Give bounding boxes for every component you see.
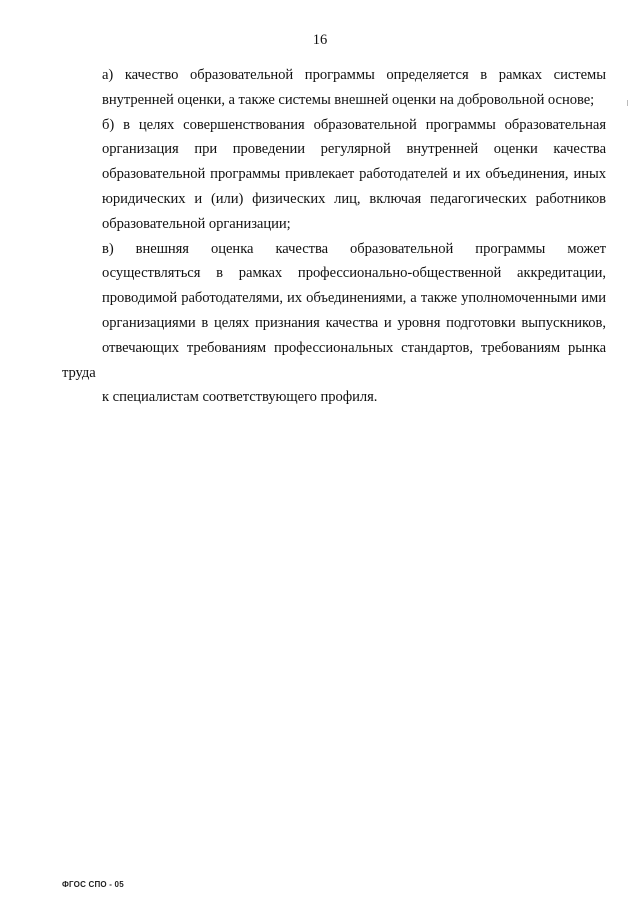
paragraph-line: организациями в целях признания качества и уровня подготовки выпускников, (102, 314, 606, 331)
paragraph-line: проводимой работодателями, их объединениями, а также уполномоченными ими (102, 290, 606, 307)
document-footer-code: ФГОС СПО - 05 (62, 880, 124, 889)
paragraph-line: юридических и (или) физических лиц, включая педагогических работников (102, 190, 606, 207)
document-body (62, 63, 606, 410)
paragraph-line: а) качество образовательной программы определяется в рамках системы (102, 67, 606, 83)
paragraph-line: к специалистам соответствующего профиля. (102, 389, 378, 406)
paragraph-line: образовательной организации; (102, 215, 291, 232)
paragraph-a (62, 63, 606, 113)
paragraph-line: организация при проведении регулярной внутренней оценки качества (102, 141, 606, 158)
paragraph-c (62, 237, 606, 411)
scan-edge-mark (627, 100, 628, 106)
paragraph-line: в) внешняя оценка качества образовательной программы может (102, 240, 606, 257)
paragraph-line: внутренней оценки, а также системы внешней оценки на добровольной основе; (102, 91, 595, 108)
paragraph-line: б) в целях совершенствования образовательной программы образовательная (102, 116, 606, 133)
paragraph-line: отвечающих требованиям профессиональных стандартов, требованиям рынка труда (62, 339, 606, 381)
paragraph-line: образовательной программы привлекает работодателей и их объединения, иных (102, 166, 606, 183)
page-number: 16 (312, 32, 328, 48)
paragraph-b (62, 113, 606, 237)
paragraph-line: осуществляться в рамках профессионально-общественной аккредитации, (102, 265, 606, 282)
